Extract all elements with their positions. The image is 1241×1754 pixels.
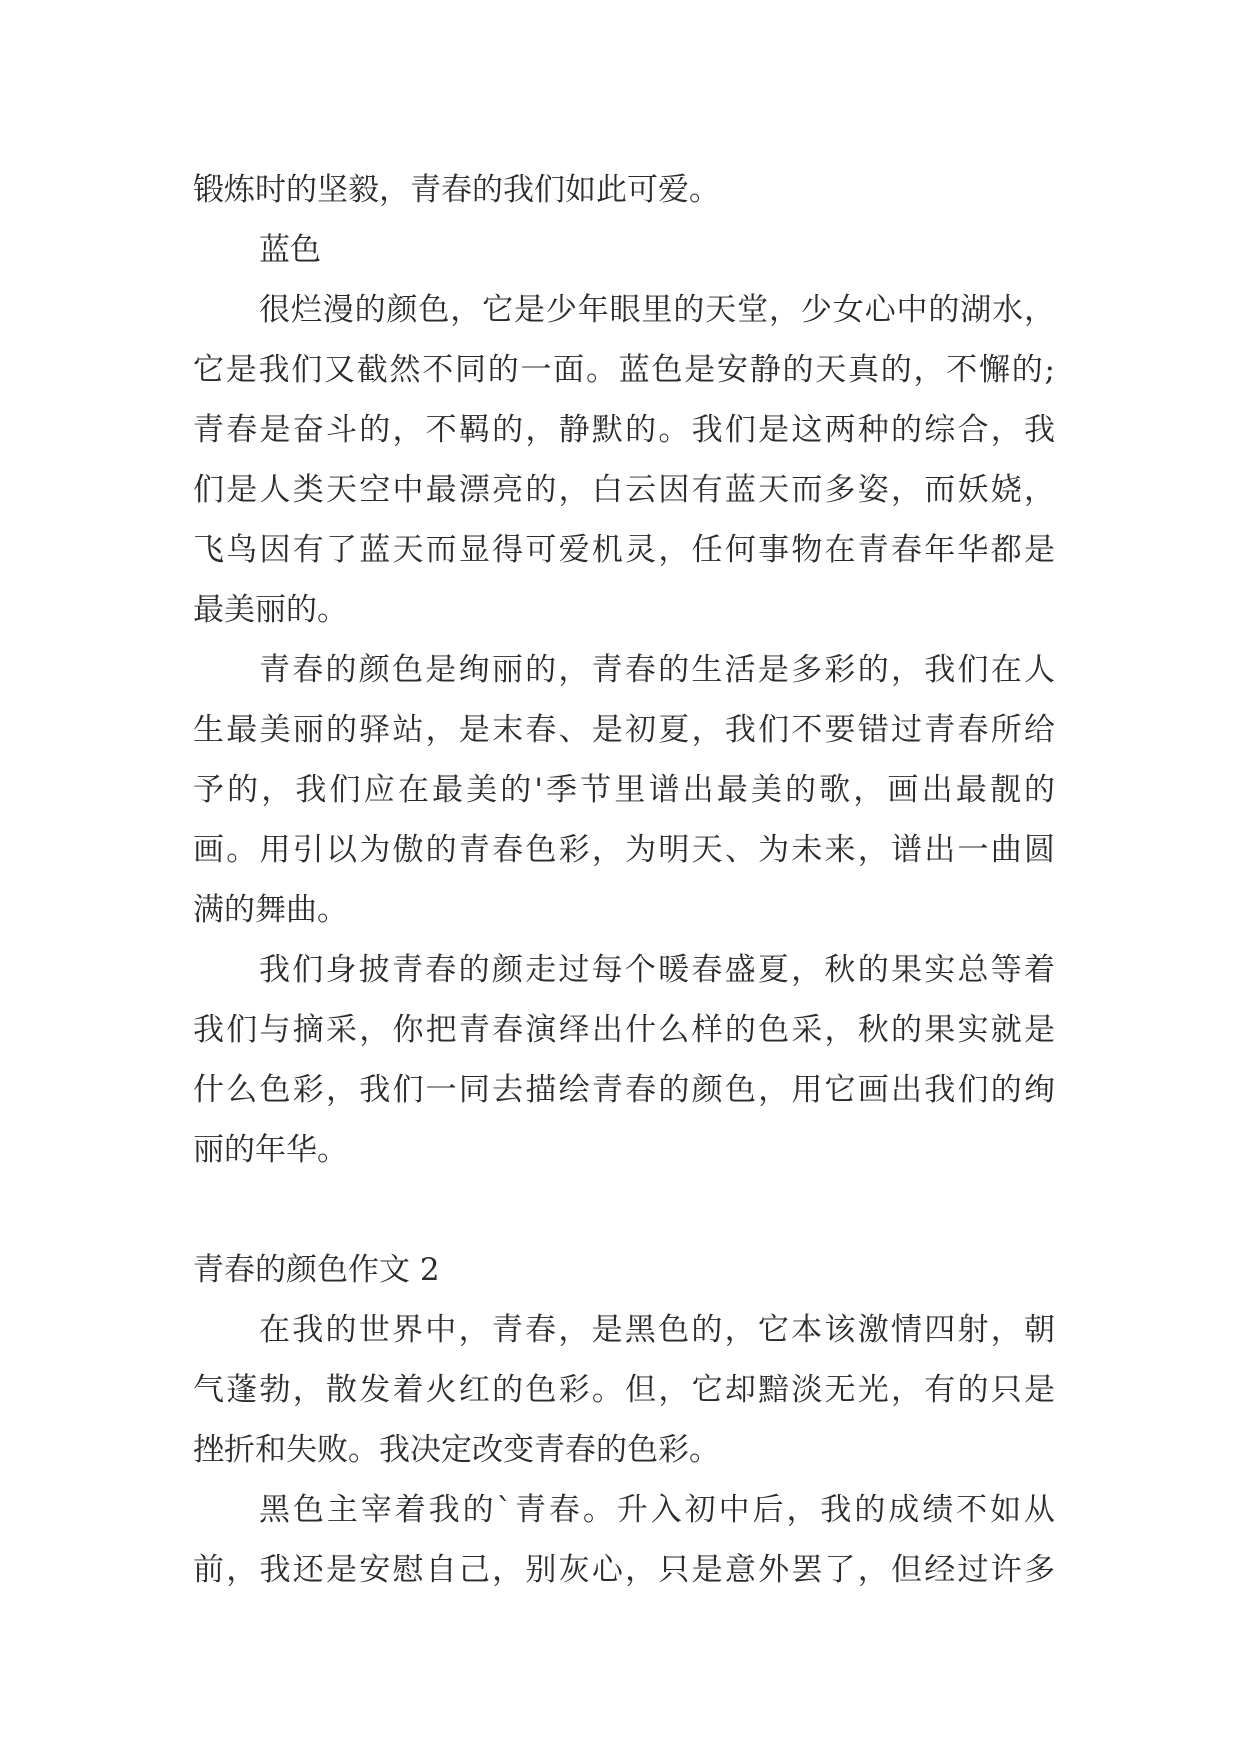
text-line: 在我的世界中，青春，是黑色的，它本该激情四射，朝: [259, 1312, 1055, 1348]
text-line: 满的舞曲。: [193, 892, 348, 928]
text-line: 气蓬勃，散发着火红的色彩。但，它却黯淡无光，有的只是: [193, 1372, 1055, 1408]
section-spacer: [193, 1180, 1055, 1240]
text-line: 生最美丽的驿站，是末春、是初夏，我们不要错过青春所给: [193, 712, 1055, 748]
text-line: 青春是奋斗的，不羁的，静默的。我们是这两种的综合，我: [193, 412, 1055, 448]
document-body: [193, 160, 1055, 1600]
text-line: 它是我们又截然不同的一面。蓝色是安静的天真的，不懈的;: [193, 352, 1055, 388]
paragraph-autumn: [193, 940, 1055, 1180]
text-line: 什么色彩，我们一同去描绘青春的颜色，用它画出我们的绚: [193, 1072, 1055, 1108]
text-line: 黑色主宰着我的`青春。升入初中后，我的成绩不如从: [259, 1492, 1055, 1528]
text-line: 们是人类天空中最漂亮的，白云因有蓝天而多姿，而妖娆，: [193, 472, 1055, 508]
paragraph-blue: [193, 280, 1055, 640]
text-line: 前，我还是安慰自己，别灰心，只是意外罢了，但经过许多: [193, 1552, 1055, 1588]
text-line: 予的，我们应在最美的'季节里谱出最美的歌，画出最靓的: [193, 772, 1055, 808]
text-line: 我们身披青春的颜走过每个暖春盛夏，秋的果实总等着: [259, 952, 1055, 988]
paragraph-colorful: [193, 640, 1055, 940]
section-label-blue: [193, 220, 1055, 280]
section-label: 蓝色: [259, 232, 321, 268]
paragraph-black-rule: [193, 1480, 1055, 1600]
paragraph-black-world: [193, 1300, 1055, 1480]
text-line: 丽的年华。: [193, 1132, 348, 1168]
text-line: 我们与摘采，你把青春演绎出什么样的色采，秋的果实就是: [193, 1012, 1055, 1048]
text-line: 挫折和失败。我决定改变青春的色彩。: [193, 1432, 720, 1468]
text-line: 锻炼时的坚毅，青春的我们如此可爱。: [193, 172, 720, 208]
text-line: 青春的颜色是绚丽的，青春的生活是多彩的，我们在人: [259, 652, 1055, 688]
essay-title: 青春的颜色作文 2: [193, 1252, 440, 1288]
text-line: 画。用引以为傲的青春色彩，为明天、为未来，谱出一曲圆: [193, 832, 1055, 868]
text-line: 最美丽的。: [193, 592, 348, 628]
text-line: 飞鸟因有了蓝天而显得可爱机灵，任何事物在青春年华都是: [193, 532, 1055, 568]
paragraph-continued: [193, 160, 1055, 220]
text-line: 很烂漫的颜色，它是少年眼里的天堂，少女心中的湖水，: [259, 292, 1055, 328]
